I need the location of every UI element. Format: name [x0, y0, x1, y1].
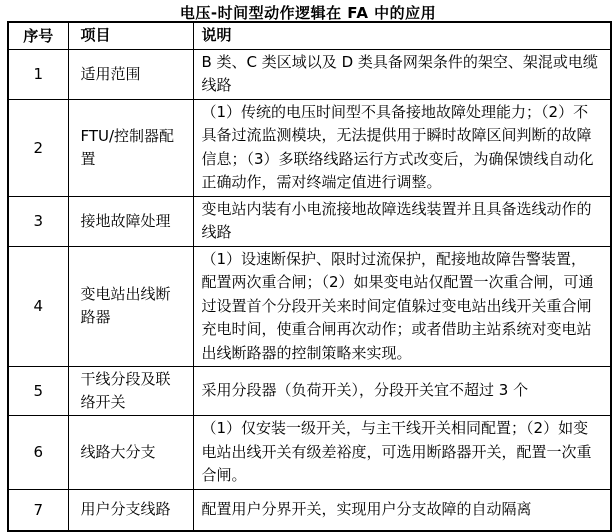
header-row	[8, 22, 611, 49]
cell-item: 线路大分支	[68, 416, 193, 490]
cell-desc: B 类、C 类区域以及 D 类具备网架条件的架空、架混或电缆线路	[193, 49, 611, 99]
table-row	[8, 367, 611, 416]
cell-no: 1	[8, 49, 68, 99]
cell-no: 6	[8, 416, 68, 490]
cell-item: 用户分支线路	[68, 489, 193, 531]
cell-item: 变电站出线断路器	[68, 246, 193, 367]
cell-desc: 变电站内装有小电流接地故障选线装置并且具备选线动作的线路	[193, 196, 611, 246]
table-row	[8, 246, 611, 367]
column-header-desc: 说明	[193, 22, 611, 49]
cell-item: 干线分段及联络开关	[68, 367, 193, 416]
cell-no: 2	[8, 99, 68, 196]
column-header-no: 序号	[8, 22, 68, 49]
cell-no: 3	[8, 196, 68, 246]
cell-no: 5	[8, 367, 68, 416]
cell-desc: 配置用户分界开关，实现用户分支故障的自动隔离	[193, 489, 611, 531]
cell-desc: （1）仅安装一级开关，与主干线开关相同配置；（2）如变电站出线开关有级差裕度，可选用断路器开关，配置一次重合闸。	[193, 416, 611, 490]
table-row	[8, 196, 611, 246]
cell-desc: 采用分段器（负荷开关），分段开关宜不超过 3 个	[193, 367, 611, 416]
table-row	[8, 416, 611, 490]
table-row	[8, 489, 611, 531]
cell-no: 7	[8, 489, 68, 531]
cell-no: 4	[8, 246, 68, 367]
table-row	[8, 49, 611, 99]
fa-application-table	[7, 21, 612, 532]
cell-item: 适用范围	[68, 49, 193, 99]
column-header-item: 项目	[68, 22, 193, 49]
table-title: 电压-时间型动作逻辑在 FA 中的应用	[179, 4, 437, 22]
cell-desc: （1）设速断保护、限时过流保护，配接地故障告警装置，配置两次重合闸；（2）如果变电站仅配置一次重合闸，可通过设置首个分段开关来时间定值躲过变电站出线开关重合闸充电时间，使重合闸再次动作；或者借助主站系统对变电站出线断路器的控制策略来实现。	[193, 246, 611, 367]
cell-item: FTU/控制器配置	[68, 99, 193, 196]
cell-desc: （1）传统的电压时间型不具备接地故障处理能力；（2）不具备过流监测模块，无法提供用于瞬时故障区间判断的故障信息；（3）多联络线路运行方式改变后，为确保馈线自动化正确动作，需对终端定值进行调整。	[193, 99, 611, 196]
table-row	[8, 99, 611, 196]
cell-item: 接地故障处理	[68, 196, 193, 246]
